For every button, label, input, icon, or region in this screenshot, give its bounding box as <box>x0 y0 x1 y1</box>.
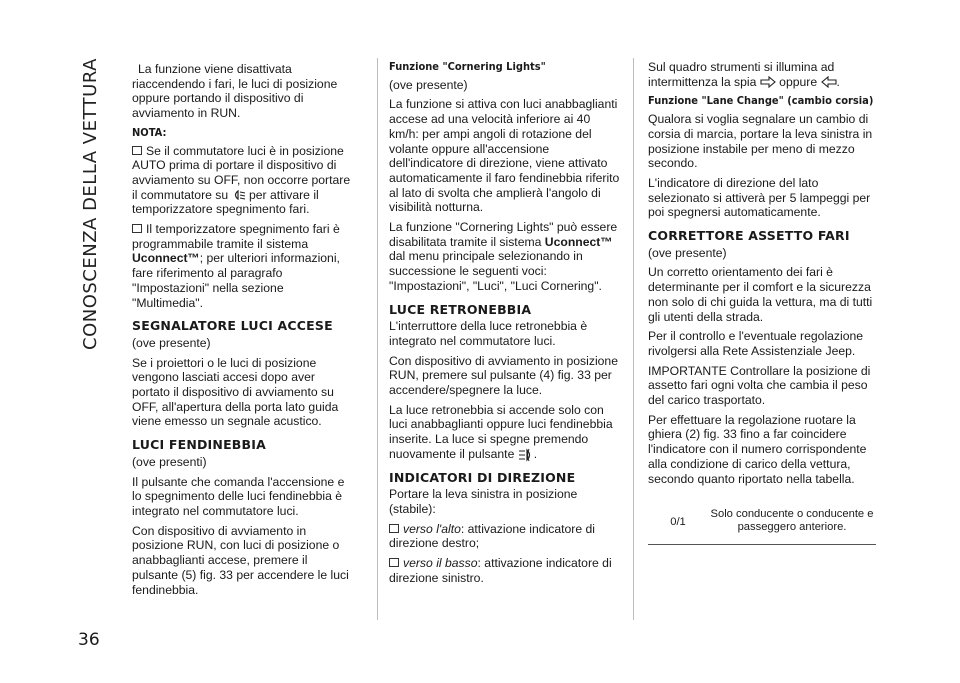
paragraph: La luce retronebbia si accende solo con luci anabbaglianti oppure luci fendinebbia inserite. La luce si spegne premendo nuovamente il pulsante . <box>389 402 613 461</box>
paragraph: Sul quadro strumenti si illumina ad intermittenza la spia oppure . <box>648 60 840 89</box>
list-item: verso l'alto: attivazione indicatore di direzione destro; <box>389 521 596 551</box>
column-3 <box>648 62 876 545</box>
paragraph: Con dispositivo di avviamento in posizione RUN, premere sul pulsante (4) fig. 33 per accendere/spegnere la luce. <box>389 353 618 398</box>
load-table-row <box>648 508 876 545</box>
table-key: 0/1 <box>670 516 686 529</box>
brand-name: Uconnect™ <box>132 251 200 266</box>
page-number: 36 <box>78 630 100 650</box>
column-2 <box>389 62 621 591</box>
note-item: Se il commutatore luci è in posizione AUTO prima di portare il dispositivo di avviamento su OFF, non occorre portare il commutatore su per attivare il temporizzatore spegnimento fari. <box>132 143 351 217</box>
paragraph: L'interruttore della luce retronebbia è integrato nel commutatore luci. <box>389 319 588 348</box>
note-item: Il temporizzatore spegnimento fari è programmabile tramite il sistema Uconnect™; per ulteriori informazioni, fare riferimento al paragrafo "Impostazioni" nella sezione "Multimedia". <box>132 222 340 310</box>
table-value: Solo conducente o conducente e passeggero anteriore. <box>710 508 874 534</box>
section-heading: INDICATORI DI DIREZIONE <box>389 469 576 485</box>
subheading-note: (ove presente) <box>648 245 727 260</box>
paragraph: Qualora si voglia segnalare un cambio di corsia di marcia, portare la leva sinistra in posizione instabile per meno di mezzo secondo. <box>648 112 873 171</box>
paragraph: Un corretto orientamento dei fari è determinante per il comfort e la sicurezza non solo di chi guida la vettura, ma di tutti gli utenti della strada. <box>648 265 873 324</box>
subheading-note: (ove presente) <box>132 335 211 350</box>
paragraph: La funzione si attiva con luci anabbaglianti accese ad una velocità inferiore ai 40 km/h: per ampi angoli di rotazione del volante oppure all'accensione dell'indicatore di direzione, viene attivato automaticamente il faro fendinebbia riferito al lato di svolta che amplierà l'angolo di visibilità notturna. <box>389 97 620 215</box>
square-bullet-icon <box>389 524 399 533</box>
note-heading: NOTA: <box>132 125 167 139</box>
section-heading: CORRETTORE ASSETTO FARI <box>648 228 850 244</box>
section-side-title: CONOSCENZA DELLA VETTURA <box>80 58 101 350</box>
paragraph: Se i proiettori o le luci di posizione vengono lasciati accesi dopo aver portato il dispositivo di avviamento su OFF, all'apertura della porta lato guida viene emesso un segnale acustico. <box>132 355 339 429</box>
subsection-heading: Funzione "Cornering Lights" <box>389 60 546 73</box>
paragraph: La funzione "Cornering Lights" può essere disabilitata tramite il sistema Uconnect™ dal menu principale selezionando in successione le seguenti voci: "Impostazioni", "Luci", "Luci Cornering". <box>389 220 618 293</box>
paragraph: Il pulsante che comanda l'accensione e lo spegnimento delle luci fendinebbia è integrato nel commutatore luci. <box>132 474 345 518</box>
subheading-note: (ove presente) <box>389 77 468 92</box>
paragraph: Per il controllo e l'eventuale regolazione rivolgersi alla Rete Assistenziale Jeep. <box>648 329 864 358</box>
paragraph: La funzione viene disattivata riaccendendo i fari, le luci di posizione oppure portando il dispositivo di avviamento in RUN. <box>132 62 338 121</box>
paragraph: Con dispositivo di avviamento in posizione RUN, con luci di posizione o anabbaglianti accese, premere il pulsante (5) fig. 33 per accendere le luci fendinebbia. <box>132 523 349 597</box>
turn-right-arrow-icon <box>760 76 776 88</box>
square-bullet-icon <box>132 146 142 155</box>
turn-left-arrow-icon <box>821 76 837 88</box>
column-1 <box>132 62 352 602</box>
low-beam-icon <box>232 190 246 200</box>
section-heading: LUCE RETRONEBBIA <box>389 301 532 317</box>
paragraph: Portare la leva sinistra in posizione (stabile): <box>389 487 578 517</box>
paragraph: Per effettuare la regolazione ruotare la ghiera (2) fig. 33 fino a far coincidere l'indicatore con il numero corrispondente alla condizione di carico della vettura, secondo quanto riportato nella tabella. <box>648 412 867 486</box>
rear-fog-icon <box>518 448 534 462</box>
square-bullet-icon <box>132 224 142 233</box>
section-heading: LUCI FENDINEBBIA <box>132 437 266 453</box>
square-bullet-icon <box>389 558 399 567</box>
subheading-note: (ove presenti) <box>132 454 207 469</box>
section-heading: SEGNALATORE LUCI ACCESE <box>132 318 333 334</box>
column-divider <box>377 58 378 620</box>
column-divider <box>633 58 634 620</box>
subsection-heading: Funzione "Lane Change" (cambio corsia) <box>648 94 874 108</box>
brand-name: Uconnect™ <box>544 234 613 249</box>
paragraph: IMPORTANTE Controllare la posizione di assetto fari ogni volta che cambia il peso del carico trasportato. <box>648 363 871 408</box>
paragraph: L'indicatore di direzione del lato selezionato si attiverà per 5 lampeggi per poi spegnersi automaticamente. <box>648 175 871 220</box>
list-item: verso il basso: attivazione indicatore di direzione sinistro. <box>389 556 612 585</box>
